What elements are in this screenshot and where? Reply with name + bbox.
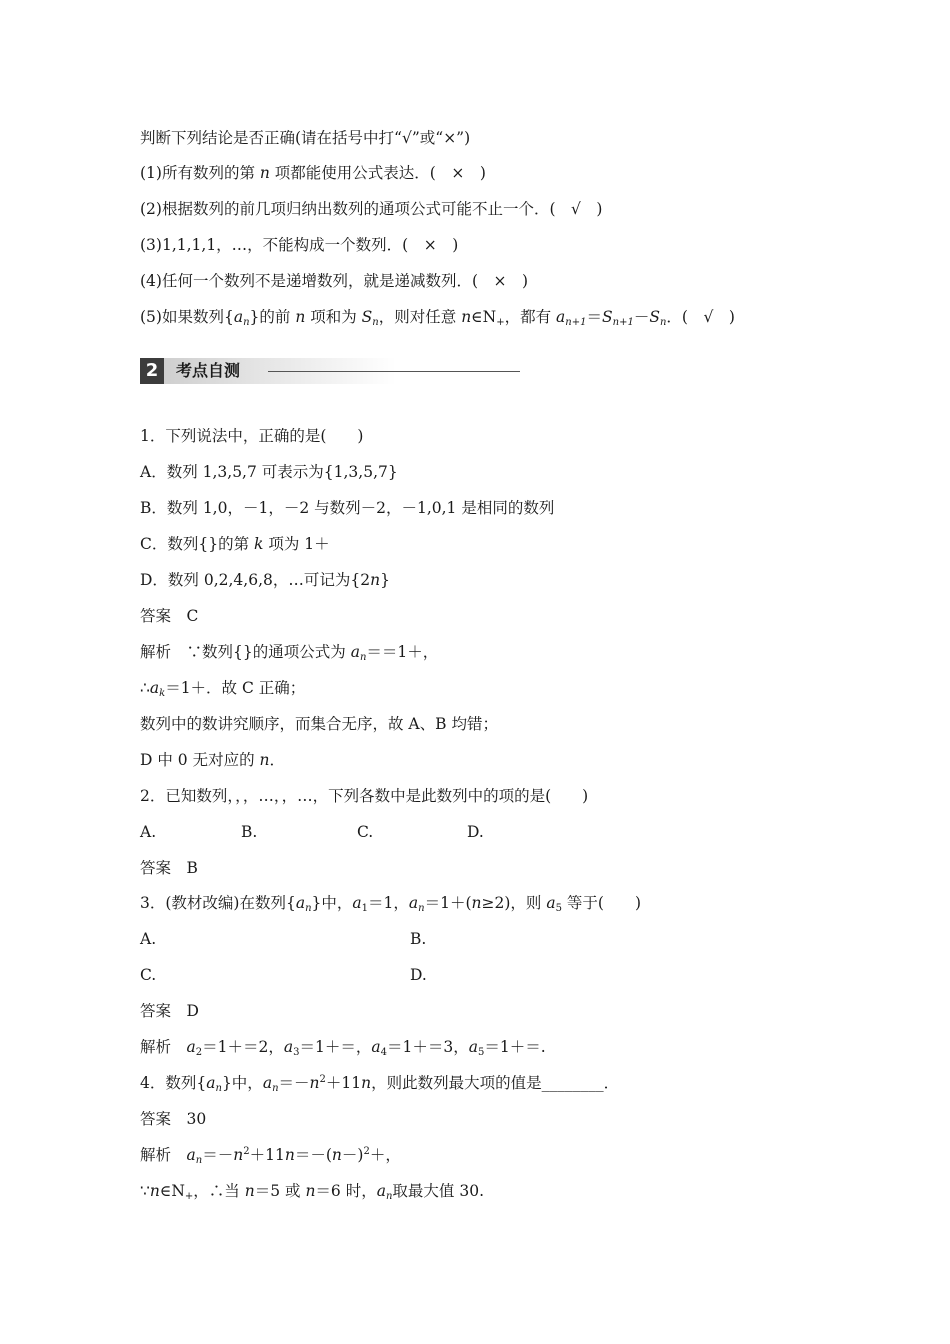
answer-label: 答案 <box>140 1002 172 1020</box>
judge-item-3: (3)1,1,1,1，…，不能构成一个数列．( × ) <box>140 236 459 254</box>
p1-option-a: A．数列 1,3,5,7 可表示为{1,3,5,7} <box>140 463 398 481</box>
p3-option-d: D. <box>410 966 427 984</box>
judge-item-2: (2)根据数列的前几项归纳出数列的通项公式可能不止一个．( √ ) <box>140 200 603 218</box>
answer-label: 答案 <box>140 1110 172 1128</box>
p1-analysis-2: $\therefore a_k=1+$．故 C 正确； <box>140 679 306 699</box>
p2-option-c: C. <box>357 823 374 841</box>
answer-value: 30 <box>186 1110 207 1128</box>
section-rule <box>268 371 520 372</box>
p2-stem: 2．已知数列，，，…，，…，下列各数中是此数列中的项的是( ) <box>140 787 589 805</box>
analysis-label: 解析 <box>140 643 172 661</box>
judge-mark-4: × <box>493 272 507 290</box>
answer-value: D <box>186 1002 199 1020</box>
p1-option-c: C．数列{}的第 k 项为 1＋ <box>140 535 330 553</box>
p3-option-b: B. <box>410 930 427 948</box>
answer-label: 答案 <box>140 607 172 625</box>
p3-option-a: A. <box>140 930 157 948</box>
judge-item-5: (5)如果数列$\{a_n\}$的前 n 项和为 $S_n$，则对任意 $n\in N_+$，都有 $a_{n+1}=S_{n+1}-S_n$．( √ ) <box>140 308 735 328</box>
judge-mark-1: × <box>451 164 465 182</box>
analysis-label: 解析 <box>140 1146 172 1164</box>
p1-answer <box>140 605 198 627</box>
p3-answer <box>140 1000 199 1022</box>
p2-option-a: A. <box>140 823 157 841</box>
p1-analysis-1: 解析 ∵数列{}的通项公式为 $a_n==1+$， <box>140 643 439 663</box>
answer-value: C <box>186 607 199 625</box>
section-number: 2 <box>140 358 164 384</box>
p2-option-d: D. <box>467 823 484 841</box>
answer-value: B <box>186 859 198 877</box>
section-title: 考点自测 <box>176 361 241 380</box>
answer-label: 答案 <box>140 859 172 877</box>
p2-answer <box>140 857 198 879</box>
p4-analysis-1: 解析 $a_n=-n^2+11n=-(n-)^2+$， <box>140 1146 401 1166</box>
p1-analysis-3: 数列中的数讲究顺序，而集合无序，故 A、B 均错； <box>140 715 498 733</box>
p4-stem: 4．数列$\{a_n\}$中，$a_n=-n^2+11n$，则此数列最大项的值是________． <box>140 1074 620 1094</box>
p3-analysis-1: 解析 $a_2=1+=2$，$a_3=1+=$，$a_4=1+=3$，$a_5=1+=$. <box>140 1038 546 1058</box>
p1-analysis-4: D 中 0 无对应的 n． <box>140 751 285 769</box>
judge-intro: 判断下列结论是否正确(请在括号中打“√”或“×”) <box>140 129 471 147</box>
p1-stem: 1．下列说法中，正确的是( ) <box>140 427 364 445</box>
analysis-label: 解析 <box>140 1038 172 1056</box>
judge-item-1: (1)所有数列的第 n 项都能使用公式表达．( × ) <box>140 164 486 182</box>
p3-stem: 3．(教材改编)在数列$\{a_n\}$中，$a_1=1$，$a_n=1+(n\ge 2)$，则 $a_5$ 等于( ) <box>140 894 641 914</box>
p1-option-d: D．数列 0,2,4,6,8，…可记为{2n} <box>140 571 390 589</box>
section-header <box>140 358 520 384</box>
judge-mark-3: × <box>423 236 437 254</box>
p1-option-b: B．数列 1,0，－1，－2 与数列－2，－1,0,1 是相同的数列 <box>140 499 555 517</box>
p4-analysis-2: $\because n\in N_+$，∴当 n＝5 或 n＝6 时，$a_n$取最大值 30. <box>140 1182 484 1202</box>
judge-item-4: (4)任何一个数列不是递增数列，就是递减数列．( × ) <box>140 272 529 290</box>
p4-answer <box>140 1108 206 1130</box>
judge-mark-5: √ <box>703 308 714 326</box>
p2-option-b: B. <box>241 823 258 841</box>
judge-mark-2: √ <box>571 200 581 218</box>
p3-option-c: C. <box>140 966 157 984</box>
